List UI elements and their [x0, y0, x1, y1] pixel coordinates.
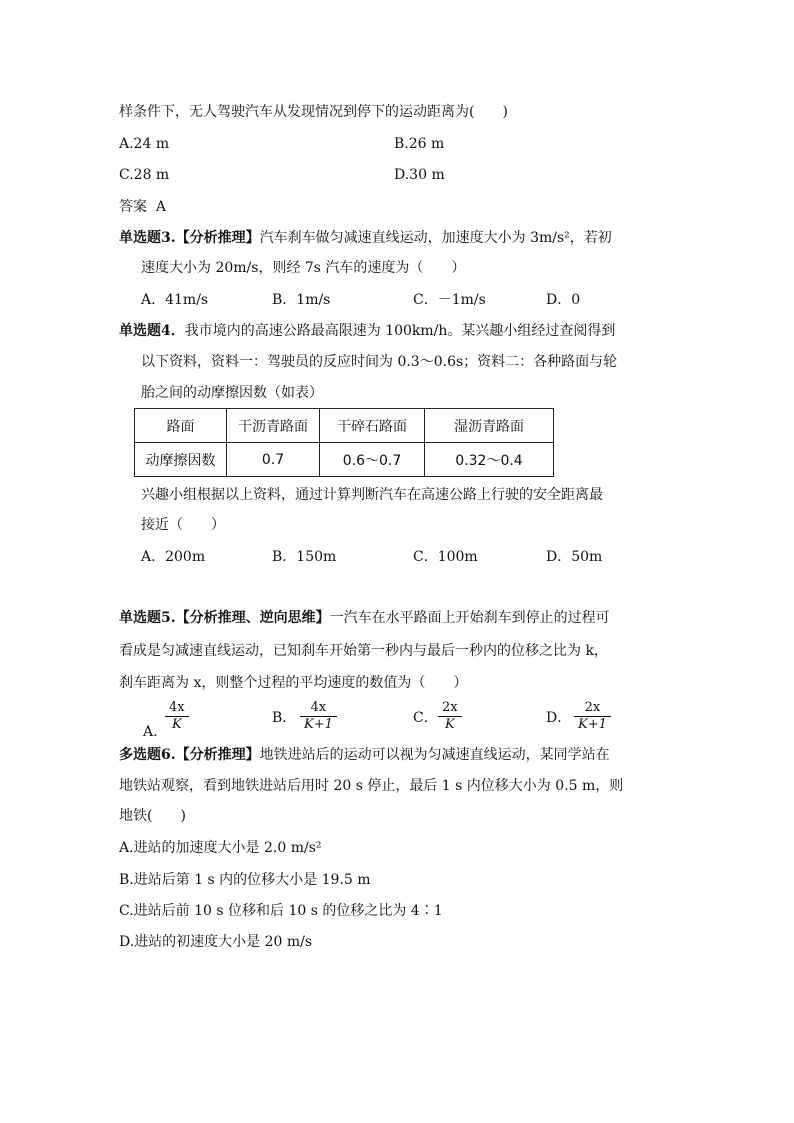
q4-stem-line5: 接近（ ） — [141, 517, 225, 533]
q6-stem-line3: 地铁( ) — [119, 808, 186, 824]
q4-stem-text: 我市境内的高速公路最高限速为 100km/h。某兴趣小组经过查阅得到 — [184, 323, 616, 339]
q6-label: 多选题6.【分析推理】 — [119, 747, 260, 763]
q2-option-c: C.28 m — [119, 167, 170, 183]
fraction-numerator: 4x — [300, 700, 337, 717]
table-cell: 0.6～0.7 — [320, 443, 425, 477]
q4-stem-line2: 以下资料，资料一：驾驶员的反应时间为 0.3～0.6s；资料二：各种路面与轮 — [141, 354, 618, 370]
table-cell: 0.7 — [227, 443, 320, 477]
q4-option-d: D．50m — [546, 549, 603, 565]
q2-stem: 样条件下，无人驾驶汽车从发现情况到停下的运动距离为( ) — [119, 104, 508, 120]
table-header-cell: 路面 — [135, 409, 227, 443]
q6-stem-text: 地铁进站后的运动可以视为匀减速直线运动，某同学站在 — [259, 747, 610, 763]
q5-stem-line2: 看成是匀减速直线运动，已知刹车开始第一秒内与最后一秒内的位移之比为 k， — [119, 643, 608, 659]
table-header-cell: 湿沥青路面 — [425, 409, 554, 443]
answer-value: A — [155, 199, 167, 215]
q5-label: 单选题5.【分析推理、逆向思维】 — [119, 610, 330, 626]
fraction-numerator: 4x — [165, 700, 189, 717]
q5-option-d-fraction — [574, 700, 611, 733]
fraction-denominator: K+1 — [578, 717, 607, 732]
q6-option-b: B.进站后第 1 s 内的位移大小是 19.5 m — [119, 872, 371, 888]
q3-option-a: A．41m/s — [141, 292, 209, 308]
q3-option-c: C．－1m/s — [413, 292, 486, 308]
q2-option-d: D.30 m — [394, 167, 445, 183]
q6-option-d: D.进站的初速度大小是 20 m/s — [119, 934, 313, 950]
q3-stem-text: 汽车刹车做匀减速直线运动，加速度大小为 3m/s²，若初 — [259, 230, 612, 246]
q4-stem-line3: 胎之间的动摩擦因数（如表） — [141, 385, 323, 401]
q3-stem-line1 — [119, 228, 612, 248]
answer-label: 答案 — [119, 199, 147, 215]
q3-stem-line2: 速度大小为 20m/s，则经 7s 汽车的速度为（ ） — [141, 260, 466, 276]
q5-option-a-fraction — [165, 700, 189, 733]
q5-stem-text: 一汽车在水平路面上开始刹车到停止的过程可 — [329, 610, 610, 626]
q3-option-b: B．1m/s — [272, 292, 331, 308]
q4-option-c: C．100m — [413, 549, 478, 565]
q2-answer — [119, 197, 166, 217]
q5-option-b-letter: B． — [272, 710, 297, 726]
q6-option-c: C.进站后前 10 s 位移和后 10 s 的位移之比为 4∶1 — [119, 903, 443, 919]
q2-option-b: B.26 m — [394, 136, 445, 152]
q6-stem-line1 — [119, 745, 610, 765]
q6-stem-line2: 地铁站观察，看到地铁进站后用时 20 s 停止，最后 1 s 内位移大小为 0.5 m，则 — [119, 778, 624, 794]
q3-option-d: D．0 — [546, 292, 581, 308]
q5-stem-line3: 刹车距离为 x，则整个过程的平均速度的数值为（ ） — [119, 675, 468, 691]
table-cell: 动摩擦因数 — [135, 443, 227, 477]
table-header-row — [135, 409, 554, 443]
q4-stem-line4: 兴趣小组根据以上资料，通过计算判断汽车在高速公路上行驶的安全距离最 — [141, 487, 603, 503]
fraction-denominator: K+1 — [304, 717, 333, 732]
fraction-numerator: 2x — [574, 700, 611, 717]
q4-option-b: B．150m — [272, 549, 337, 565]
q5-option-d-letter: D． — [546, 710, 572, 726]
fraction-numerator: 2x — [438, 700, 462, 717]
fraction-denominator: K — [171, 717, 182, 732]
q5-option-b-fraction — [300, 700, 337, 733]
q5-option-a-letter: A． — [143, 724, 168, 740]
q4-option-a: A．200m — [141, 549, 206, 565]
table-row — [135, 443, 554, 477]
table-header-cell: 干沥青路面 — [227, 409, 320, 443]
q5-option-c-letter: C． — [413, 710, 438, 726]
q4-stem-line1 — [119, 321, 615, 341]
q3-label: 单选题3.【分析推理】 — [119, 230, 260, 246]
q2-option-a: A.24 m — [119, 136, 170, 152]
fraction-denominator: K — [444, 717, 455, 732]
q5-stem-line1 — [119, 608, 610, 628]
table-header-cell: 干碎石路面 — [320, 409, 425, 443]
friction-table — [134, 408, 554, 477]
table-cell: 0.32～0.4 — [425, 443, 554, 477]
q6-option-a: A.进站的加速度大小是 2.0 m/s² — [119, 840, 322, 856]
q5-option-c-fraction — [438, 700, 462, 733]
q4-label: 单选题4． — [119, 323, 185, 339]
